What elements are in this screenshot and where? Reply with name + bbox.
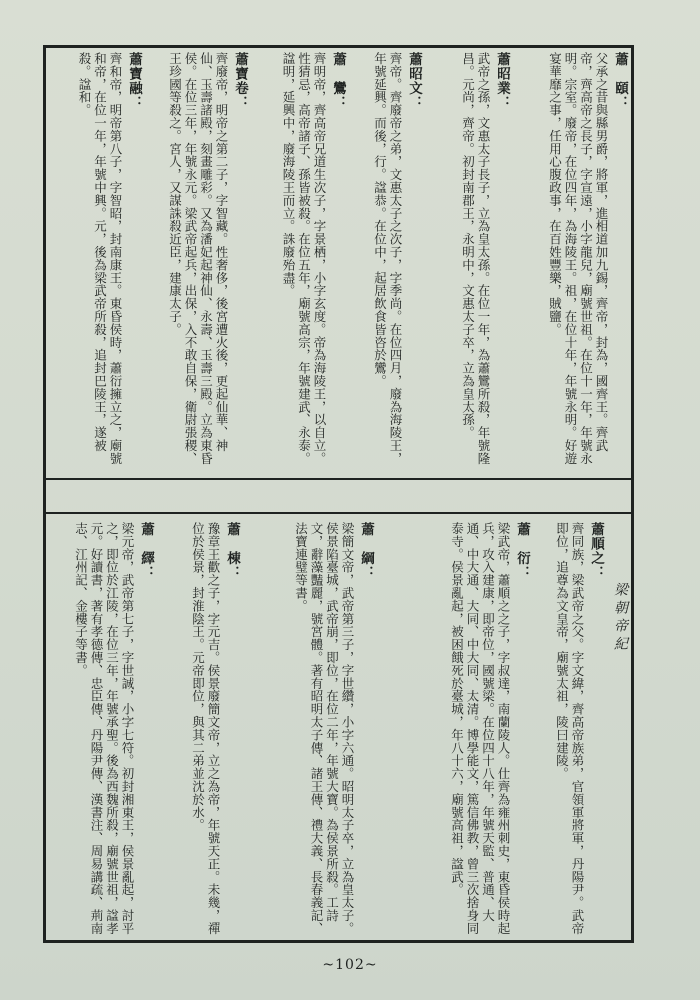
entry-text: 齊廢帝，明帝之第二子，字智藏。性奢侈，後宮遭火後，更起仙華、神仙、玉壽諸殿，刻畫雕彩。又為潘妃起神仙、永壽、玉壽三殿。立為東昏侯。在位三年，年號永元。梁武帝起兵，出保，入不敢自保，衛尉張稷、王珍國等殺之。宮人，又謀誅殺近臣，建康太子。 bbox=[167, 52, 229, 465]
entry-title: 蕭 繹： bbox=[138, 522, 154, 580]
page-number: ~102~ bbox=[322, 957, 378, 973]
entry-xiao-luan bbox=[254, 52, 346, 472]
entry-title: 蕭昭業： bbox=[494, 52, 510, 110]
entry-xiao-baorong bbox=[52, 52, 142, 472]
entry-xiao-ze bbox=[516, 52, 628, 472]
entry-xiao-yi bbox=[52, 522, 154, 938]
entry-title: 蕭 棟： bbox=[224, 522, 240, 580]
entry-text: 梁簡文帝，武帝第三子，字世纘，小字六通。昭明太子卒，立為皇太子。侯景陷臺城，武帝崩，即位，在位二年，年號大寶。為侯景所殺。工詩文，辭藻豔麗，號宮體。著有昭明太子傳、諸王傳、禮大義、長春義記、法寶連璧等書。 bbox=[293, 522, 355, 935]
entry-xiao-zhaowen bbox=[352, 52, 422, 472]
entry-text: 齊和帝，明帝第八子，字智昭，封南康王。東昏侯時，蕭衍擁立之，廟號和帝，在位一年，年號中興。元，後為梁武帝所殺，追封巴陵王，遂被殺。諡和。 bbox=[77, 52, 123, 465]
entry-xiao-baojuan bbox=[148, 52, 248, 472]
top-section bbox=[52, 52, 628, 472]
entry-text: 齊帝。齊廢帝之弟，文惠太子之次子，字季尚。在位四月，廢為海陵王，年號延興。而後，行。諡恭。在位中，起居飲食皆咨於鸞。 bbox=[372, 52, 403, 465]
entry-title: 蕭順之： bbox=[588, 522, 604, 580]
entry-xiao-gang bbox=[246, 522, 374, 938]
entry-text: 梁武帝，蕭順之之子，字叔達，南蘭陵人。仕齊為雍州刺史，東昏侯時起兵，攻入建康，即帝位，國號梁。在位四十八年，年號天監、普通、大通、中大通、大同、中大同、太清。博學能文，篤信佛教，曾三次捨身同泰寺。侯景亂起，被困餓死於臺城，年八十六，廟號高祖，諡武。 bbox=[449, 522, 511, 935]
entry-xiao-shunzhi bbox=[536, 522, 604, 938]
entry-xiao-zhaoye bbox=[428, 52, 510, 472]
entry-title: 蕭昭文： bbox=[406, 52, 422, 110]
entry-title: 蕭 綱： bbox=[358, 522, 374, 580]
entry-title: 蕭寶卷： bbox=[232, 52, 248, 110]
entry-text: 武帝之孫，文惠太子長子，立為皇太孫。在位一年，為蕭鸞所殺，年號隆昌。元尚，齊帝。初封南郡王，永明中，文惠太子卒，立為皇太孫。 bbox=[460, 52, 491, 465]
entry-xiao-dong bbox=[160, 522, 240, 938]
section-divider-top bbox=[43, 478, 634, 480]
entry-title: 蕭 衍： bbox=[514, 522, 530, 580]
entry-xiao-yan bbox=[380, 522, 530, 938]
entry-title: 蕭 頤： bbox=[612, 52, 628, 110]
entry-text: 豫章王歡之子，字元吉。侯景廢簡文帝，立之為帝，年號天正。未幾，禪位於侯景，封淮陰王。元帝即位，與其二弟並沈於水。 bbox=[190, 522, 221, 935]
entry-title: 蕭 鸞： bbox=[330, 52, 346, 110]
entry-text: 梁元帝，武帝第七子，字世誠，小字七符。初封湘東王，侯景亂起，討平之，即位於江陵，在位三年，年號承聖。後為西魏所殺，廟號世祖，諡孝元。好讀書，著有孝德傳、忠臣傳、丹陽尹傳、漢書注、周易講疏、荊南志、江州記、金樓子等書。 bbox=[73, 522, 135, 935]
entry-text: 齊明帝，齊高帝兄道生次子，字景栖，小字玄度。帝為海陵王，以自立。性猜忌，高帝諸子、孫皆被殺。在位五年，廟號高宗，年號建武、永泰。諡明，延興中，廢海陵王而立。誅廢殆盡。 bbox=[281, 52, 327, 465]
entry-title: 蕭寶融： bbox=[126, 52, 142, 110]
bottom-section bbox=[52, 522, 628, 938]
section-header: 梁朝帝紀 bbox=[612, 582, 628, 654]
entry-text: 齊同族，梁武帝之父。字文緯，齊高帝族弟，官領軍將軍，丹陽尹。武帝即位，追尊為文皇帝，廟號太祖，陵曰建陵。 bbox=[554, 522, 585, 935]
entry-text: 父承之昔與縣男爵，將軍，進相道加九錫，齊帝，封為，國齊王。齊武帝，齊高帝之長子，字宣遠，小字龍兒，廟號世祖。在位十一年，年號永明。宗室。廢帝，在位四年，為海陵王。祖，在位十年，年號永明。好遊宴華靡之事，任用心腹政事，在百姓豐樂，賊鹽。 bbox=[547, 52, 609, 465]
section-divider-bottom bbox=[43, 512, 634, 514]
